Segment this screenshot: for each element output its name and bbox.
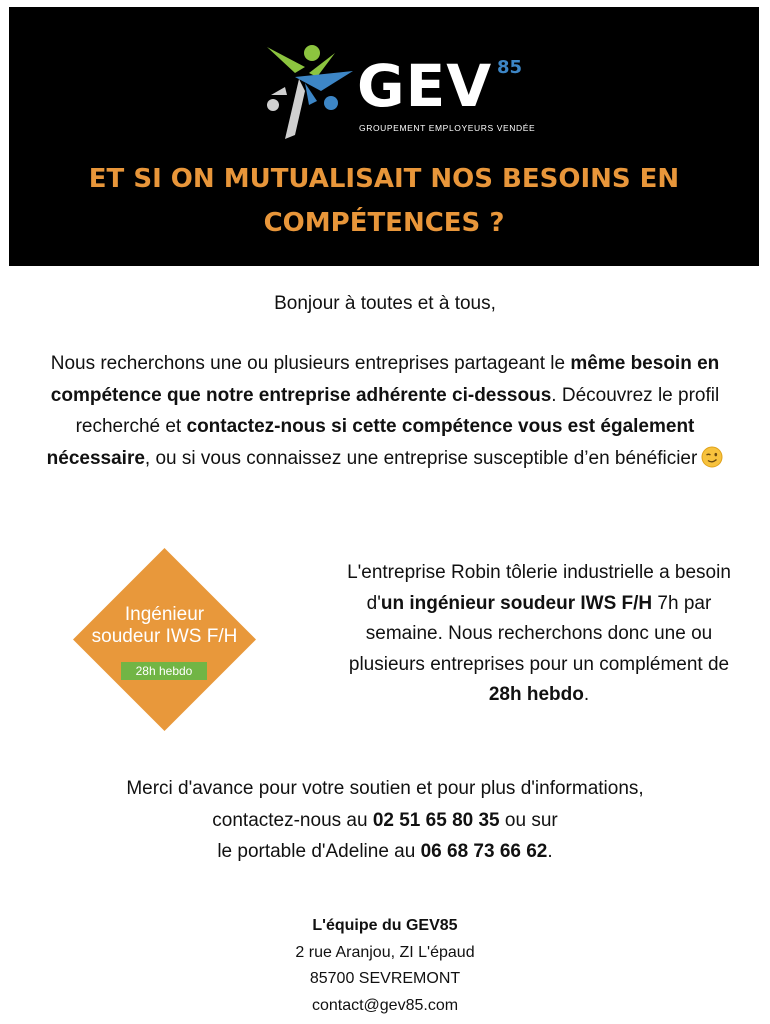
signature-city: 85700 SEVREMONT — [309, 970, 461, 987]
headline — [9, 157, 759, 245]
thanks-line-2 — [0, 805, 770, 837]
thanks-line-1: Merci d'avance pour votre soutien et pour plus d'informations, — [126, 778, 644, 799]
badge-line-1: Ingénieur — [124, 604, 205, 625]
intro-text-1: Nous recherchons une ou plusieurs entreprises partageant le — [50, 353, 571, 374]
logo-superscript: 85 — [497, 57, 523, 78]
winking-face-icon — [701, 446, 723, 468]
thanks-line-3-post: . — [547, 841, 553, 862]
team-name: L'équipe du GEV85 — [312, 917, 458, 934]
gev85-logo[interactable] — [265, 37, 535, 145]
job-text-3: . — [583, 684, 590, 705]
intro-bold-2: contactez-nous si cette compétence vous est également nécessaire — [46, 416, 695, 469]
logo-tagline: GROUPEMENT EMPLOYEURS VENDÉE — [359, 123, 536, 133]
people-mark-icon — [265, 43, 355, 139]
thanks-line-3-pre: le portable d'Adeline au — [217, 841, 421, 862]
signature-block — [0, 913, 770, 1019]
job-bold-1: un ingénieur soudeur IWS F/H — [380, 592, 653, 614]
office-phone-link[interactable]: 02 51 65 80 35 — [372, 809, 500, 831]
intro-bold-1: même besoin en compétence que notre entreprise adhérente ci-dessous — [50, 353, 720, 406]
job-text-2: 7h par semaine. Nous recherchons donc une ou plusieurs entreprises pour un complément de — [348, 592, 730, 675]
job-text-1: L'entreprise Robin tôlerie industrielle a besoin d' — [347, 562, 731, 614]
job-badge-label — [73, 604, 256, 648]
signature-address: 2 rue Aranjou, ZI L'épaud — [295, 943, 475, 961]
headline-line-1: ET SI ON MUTUALISAIT NOS BESOINS EN — [88, 164, 680, 194]
badge-line-2: soudeur IWS F/H — [91, 626, 238, 647]
thanks-paragraph — [0, 773, 770, 868]
hours-pill: 28h hebdo — [121, 662, 207, 680]
thanks-line-3 — [0, 836, 770, 868]
job-description — [330, 558, 748, 711]
job-bold-2: 28h hebdo — [488, 684, 584, 705]
contact-email-link[interactable]: contact@gev85.com — [311, 996, 459, 1014]
mobile-phone-link[interactable]: 06 68 73 66 62 — [420, 841, 548, 862]
headline-line-2: COMPÉTENCES ? — [263, 208, 505, 238]
signature-team — [0, 913, 770, 940]
intro-paragraph — [22, 348, 748, 474]
header-banner — [9, 7, 759, 266]
intro-text-2: . Découvrez le profil recherché et — [75, 384, 720, 437]
logo-wordmark: GEV — [357, 52, 493, 120]
greeting: Bonjour à toutes et à tous, — [274, 293, 496, 314]
thanks-line-2-post: ou sur — [499, 809, 558, 831]
intro-text-3: , ou si vous connaissez une entreprise susceptible d’en bénéficier — [144, 447, 698, 469]
thanks-line-2-pre: contactez-nous au — [212, 809, 373, 831]
